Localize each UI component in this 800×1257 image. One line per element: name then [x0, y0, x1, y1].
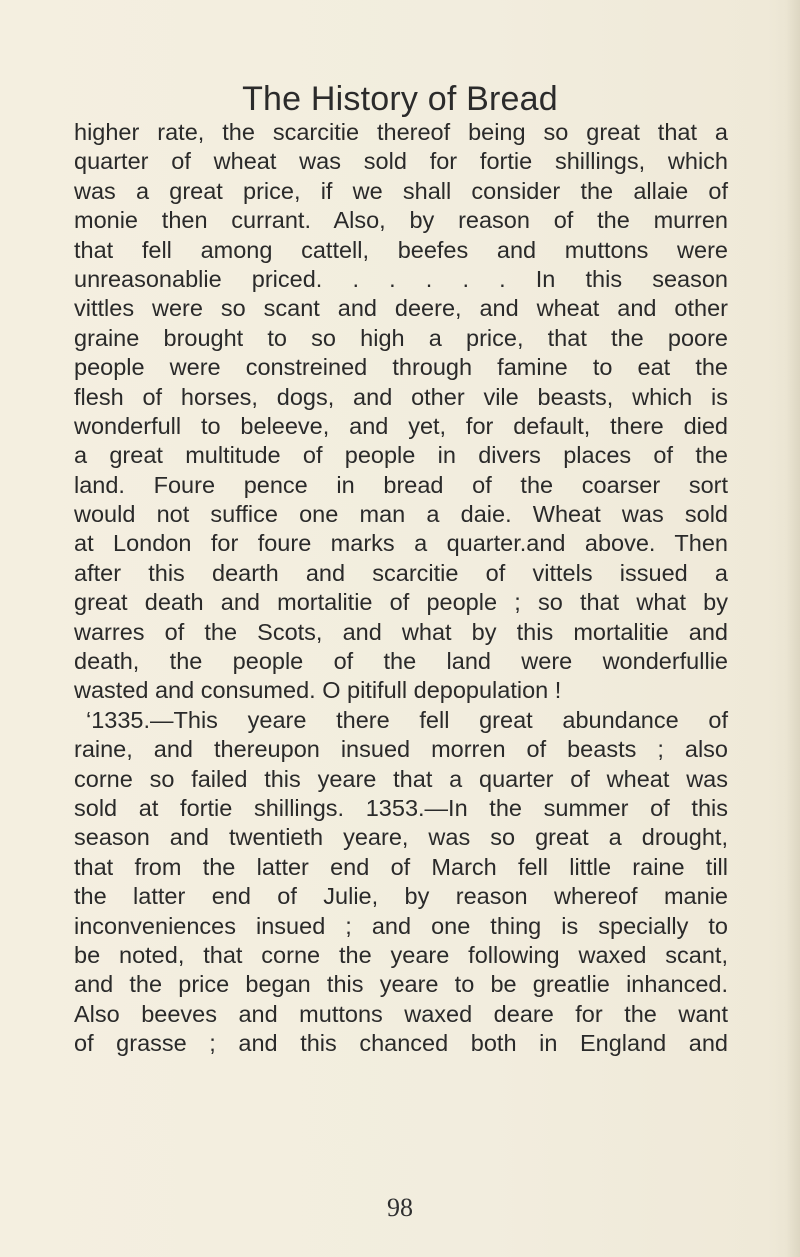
- text-line: that from the latter end of March fell little raine till: [74, 853, 728, 880]
- text-line: monie then currant. Also, by reason of the murren: [74, 207, 728, 234]
- page-number: 98: [387, 1193, 413, 1222]
- text-line: a great multitude of people in divers places of the: [74, 442, 728, 469]
- body-text: [74, 118, 728, 1059]
- text-line: quarter of wheat was sold for fortie shillings, which: [74, 148, 728, 175]
- text-line: people were constreined through famine to eat the: [74, 354, 728, 381]
- text-line: higher rate, the scarcitie thereof being so great that a: [74, 119, 728, 145]
- text-line: flesh of horses, dogs, and other vile beasts, which is: [74, 383, 728, 410]
- text-line: raine, and thereupon insued morren of beasts ; also: [74, 736, 728, 763]
- text-line: death, the people of the land were wonderfullie: [74, 648, 728, 675]
- text-line: the latter end of Julie, by reason whereof manie: [74, 883, 728, 910]
- text-line: corne so failed this yeare that a quarter of wheat was: [74, 765, 728, 792]
- text-line: of grasse ; and this chanced both in England and: [74, 1030, 728, 1057]
- running-head: The History of Bread: [242, 80, 558, 118]
- text-line: vittles were so scant and deere, and wheat and other: [74, 295, 728, 322]
- text-line: graine brought to so high a price, that the poore: [74, 324, 728, 351]
- text-line: great death and mortalitie of people ; so that what by: [74, 589, 728, 616]
- text-line: was a great price, if we shall consider the allaie of: [74, 177, 728, 204]
- text-line: warres of the Scots, and what by this mortalitie and: [74, 618, 728, 645]
- text-line: be noted, that corne the yeare following waxed scant,: [74, 941, 728, 968]
- text-line: would not suffice one man a daie. Wheat was sold: [74, 501, 728, 528]
- text-line: and the price began this yeare to be greatlie inhanced.: [74, 971, 728, 998]
- text-line: ‘1335.—This yeare there fell great abundance of: [86, 706, 728, 733]
- text-line: inconveniences insued ; and one thing is specially to: [74, 912, 728, 939]
- text-line: after this dearth and scarcitie of vittels issued a: [74, 559, 728, 586]
- text-line: unreasonablie priced. . . . . . In this season: [74, 265, 728, 292]
- text-line: wonderfull to beleeve, and yet, for default, there died: [74, 412, 728, 439]
- text-line: wasted and consumed. O pitifull depopulation !: [74, 677, 562, 704]
- text-line: sold at fortie shillings. 1353.—In the summer of this: [74, 794, 728, 821]
- page-edge-shadow: [786, 0, 800, 1257]
- text-line: land. Foure pence in bread of the coarser sort: [74, 471, 728, 498]
- text-line: Also beeves and muttons waxed deare for the want: [74, 1000, 728, 1027]
- text-line: that fell among cattell, beefes and muttons were: [74, 236, 728, 263]
- text-line: at London for foure marks a quarter.and above. Then: [74, 530, 728, 557]
- text-line: season and twentieth yeare, was so great a drought,: [74, 824, 728, 851]
